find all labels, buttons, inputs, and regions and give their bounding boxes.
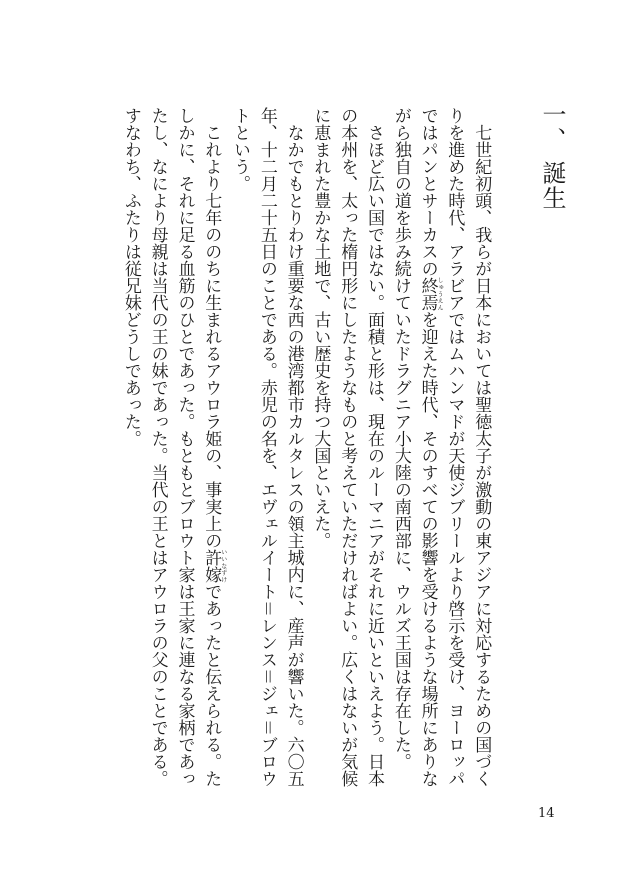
paragraph-text: を迎えた時代、そのすべての影響を受けるような場所にありながら独自の道を歩み続けていたドラグニア小大陸の南西部に、ウルズ王国は存在した。	[390, 107, 438, 787]
paragraph	[307, 90, 387, 800]
paragraph-text: なかでもとりわけ重要な西の港湾都市カルタレスの領主城内に、産声が響いた。六〇五年、十二月二十五日のことである。赤児の名を、エヴェルイート＝レンス＝ジェ＝ブロウトという。	[230, 107, 304, 787]
ruby-annotation: 許嫁いいなずけ	[201, 549, 227, 583]
paragraph	[226, 90, 306, 800]
paragraph-text: これより七年ののちに生まれるアウロラ姫の、事実上の	[201, 124, 222, 549]
paragraph-container	[117, 90, 494, 800]
chapter-title: 一、 誕生	[538, 102, 566, 211]
paragraph-text: 七世紀初頭、我らが日本においては聖徳太子が激動の東アジアに対応するための国づくりを進めた時代、アラビアではムハンマドが天使ジブリールより啓示を受け、ヨーロッパではパンとサーカスの	[417, 107, 492, 787]
paragraph	[387, 90, 494, 800]
paragraph	[117, 90, 226, 800]
page-number: 14	[538, 806, 555, 821]
paragraph-text: さほど広い国ではない。面積と形は、現在のルーマニアがそれに近いといえよう。日本の本州を、太った楕円形にしたようなものと考えていただければよい。広くはないが気候に恵まれた豊かな土地で、古い歴史を持つ大国といえた。	[310, 107, 385, 787]
ruby-annotation: 終焉しゅうえん	[417, 277, 444, 311]
paragraph-text: であったと伝えられる。たしかに、それに足る血筋のひとであった。もともとブロウト家は王家に連なる家柄であったし、なにより母親は当代の王の妹であった。当代の王とはアウロラの父のことである。すなわち、ふたりは従兄妹どうしであった。	[120, 107, 222, 787]
vertical-text-body	[45, 90, 565, 800]
